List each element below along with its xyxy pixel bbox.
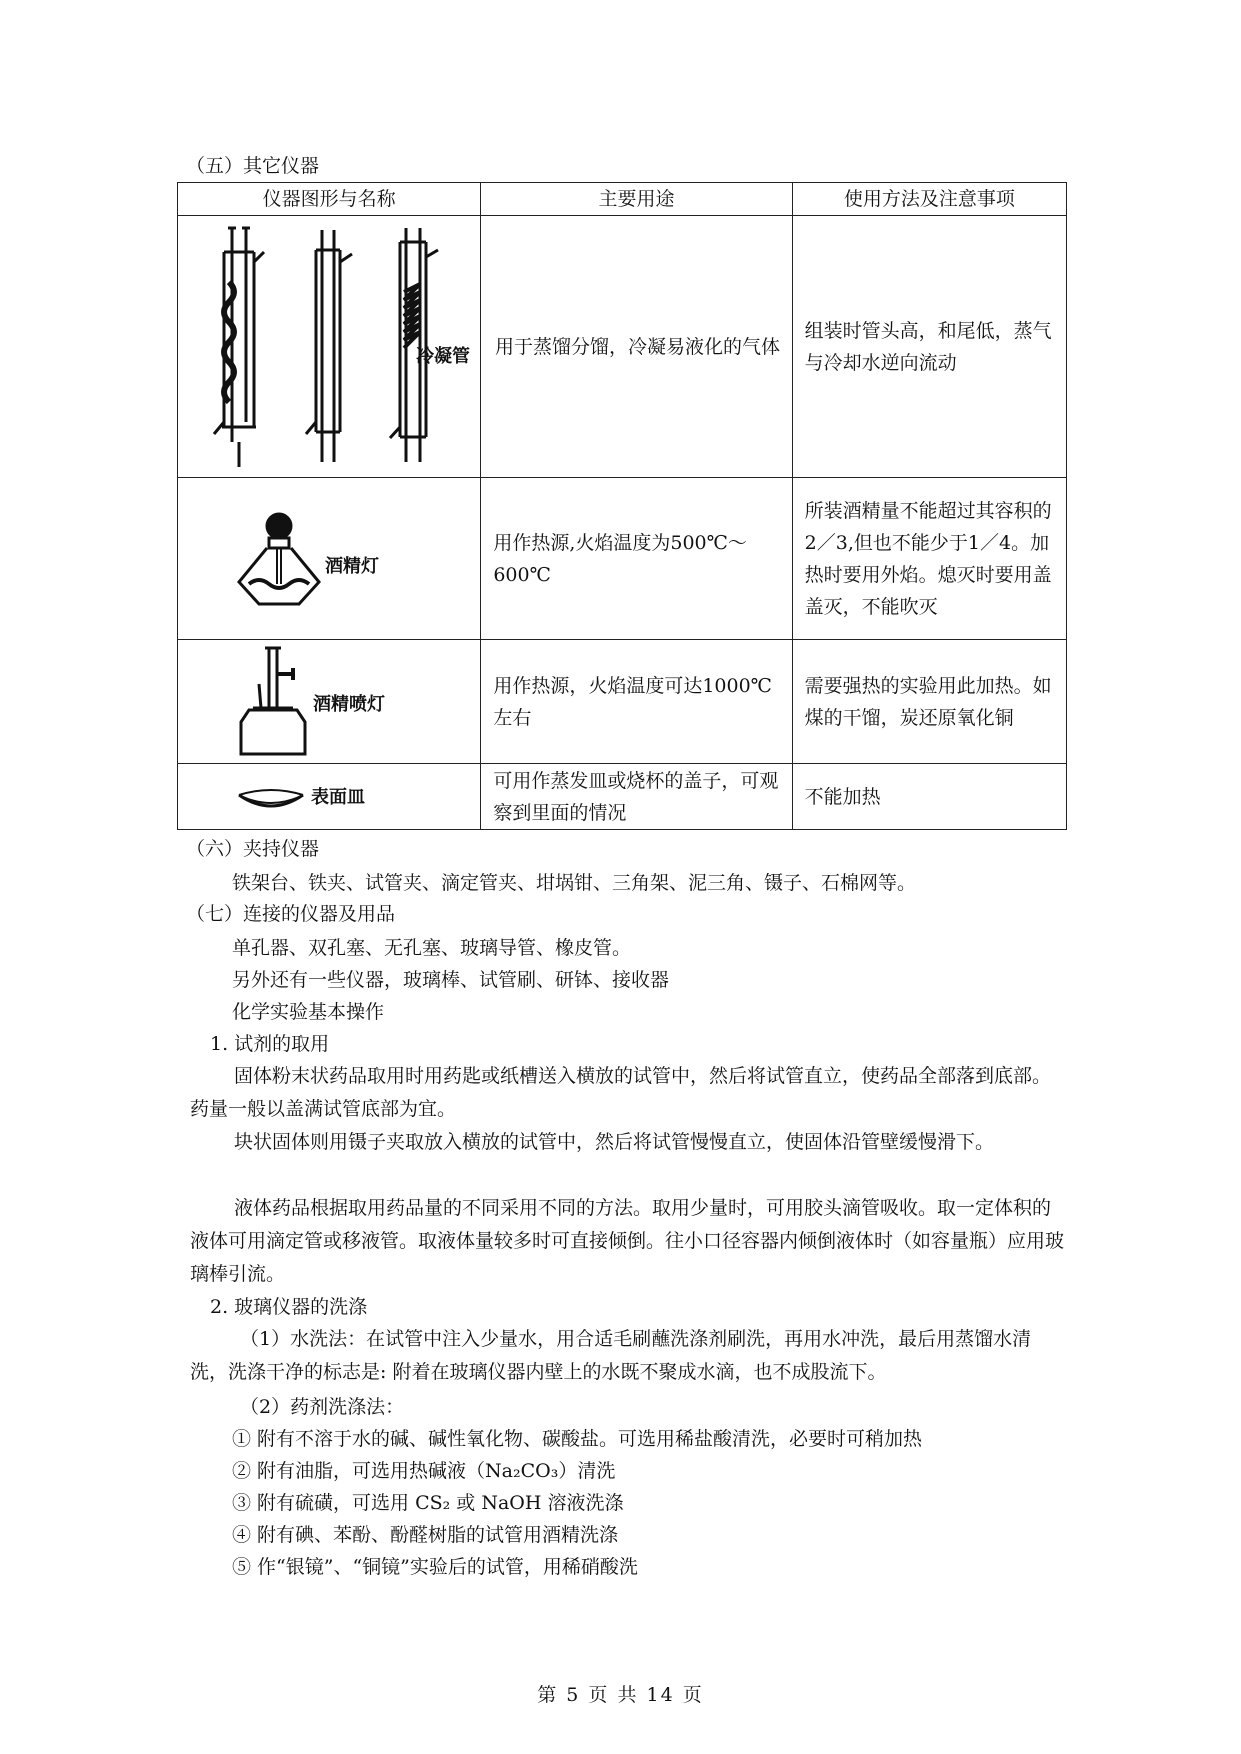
notes-cell bbox=[792, 640, 1066, 764]
section-7-line-2: 另外还有一些仪器，玻璃棒、试管刷、研钵、接收器 bbox=[232, 969, 670, 991]
wash-item: ② 附有油脂，可选用热碱液（Na₂CO₃）清洗 bbox=[232, 1460, 616, 1482]
use-cell bbox=[481, 640, 792, 764]
row-notes: 所装酒精量不能超过其容积的2／3,但也不能少于1／4。加热时要用外焰。熄灭时要用盖盖灭，不能吹灭 bbox=[804, 499, 1052, 618]
table-row bbox=[178, 764, 1067, 830]
instrument-table bbox=[177, 182, 1067, 830]
table-row bbox=[178, 478, 1067, 640]
row-use: 可用作蒸发皿或烧杯的盖子，可观察到里面的情况 bbox=[493, 769, 779, 824]
section-7-line-1: 单孔器、双孔塞、无孔塞、玻璃导管、橡皮管。 bbox=[232, 937, 632, 959]
section-5-title: （五）其它仪器 bbox=[186, 155, 320, 177]
table-row bbox=[178, 640, 1067, 764]
header-main-use: 主要用途 bbox=[481, 183, 792, 216]
alcohol-blowtorch-label: 酒精喷灯 bbox=[313, 694, 386, 715]
op-1-title: 1. 试剂的取用 bbox=[210, 1033, 330, 1055]
section-6-body: 铁架台、铁夹、试管夹、滴定管夹、坩埚钳、三角架、泥三角、镊子、石棉网等。 bbox=[232, 872, 917, 894]
op-2-title: 2. 玻璃仪器的洗涤 bbox=[210, 1296, 368, 1318]
wash-item: ③ 附有硫磺，可选用 CS₂ 或 NaOH 溶液洗涤 bbox=[232, 1492, 624, 1514]
op-1-para-3: 液体药品根据取用药品量的不同采用不同的方法。取用少量时，可用胶头滴管吸收。取一定体积的液体可用滴定管或移液管。取液体量较多时可直接倾倒。往小口径容器内倾倒液体时（如容量瓶）应用玻璃棒引流。 bbox=[190, 1197, 1065, 1285]
figure-cell bbox=[178, 640, 481, 764]
watch-glass-label: 表面皿 bbox=[311, 786, 366, 808]
condenser-label: 冷凝管 bbox=[416, 345, 471, 367]
watch-glass-icon bbox=[229, 777, 429, 817]
page-footer: 第 5 页 共 14 页 bbox=[537, 1684, 704, 1706]
header-figure-name: 仪器图形与名称 bbox=[178, 183, 481, 216]
row-use: 用作热源,火焰温度为500℃～600℃ bbox=[493, 531, 747, 586]
alcohol-lamp-icon bbox=[219, 504, 439, 614]
condenser-icon bbox=[184, 222, 474, 472]
section-7-title: （七）连接的仪器及用品 bbox=[186, 903, 396, 925]
header-usage-notes: 使用方法及注意事项 bbox=[792, 183, 1066, 216]
notes-cell bbox=[792, 478, 1066, 640]
op-1-para-2: 块状固体则用镊子夹取放入横放的试管中，然后将试管慢慢直立，使固体沿管壁缓慢滑下。 bbox=[234, 1131, 995, 1153]
table-row bbox=[178, 216, 1067, 478]
table-header-row bbox=[178, 183, 1067, 216]
figure-cell bbox=[178, 216, 481, 478]
section-7-line-3: 化学实验基本操作 bbox=[232, 1001, 385, 1023]
figure-cell bbox=[178, 764, 481, 830]
row-use: 用于蒸馏分馏，冷凝易液化的气体 bbox=[494, 335, 780, 358]
row-notes: 不能加热 bbox=[804, 785, 881, 808]
op-2-para-1: （1）水洗法：在试管中注入少量水，用合适毛刷蘸洗涤剂刷洗，再用水冲洗，最后用蒸馏水清洗，洗涤干净的标志是: 附着在玻璃仪器内壁上的水既不聚成水滴，也不成股流下。 bbox=[190, 1328, 1032, 1383]
figure-cell bbox=[178, 478, 481, 640]
notes-cell bbox=[792, 216, 1066, 478]
notes-cell bbox=[792, 764, 1066, 830]
wash-item: ④ 附有碘、苯酚、酚醛树脂的试管用酒精洗涤 bbox=[232, 1524, 619, 1546]
wash-item: ① 附有不溶于水的碱、碱性氧化物、碳酸盐。可选用稀盐酸清洗，必要时可稍加热 bbox=[232, 1428, 923, 1450]
use-cell bbox=[481, 216, 792, 478]
row-notes: 组装时管头高，和尾低，蒸气与冷却水逆向流动 bbox=[804, 319, 1052, 374]
section-6-title: （六）夹持仪器 bbox=[186, 838, 320, 860]
op-1-para-1: 固体粉末状药品取用时用药匙或纸槽送入横放的试管中，然后将试管直立，使药品全部落到底部。药量一般以盖满试管底部为宜。 bbox=[190, 1065, 1052, 1120]
alcohol-lamp-label: 酒精灯 bbox=[325, 555, 380, 577]
op-2-para-2: （2）药剂洗涤法： bbox=[240, 1396, 405, 1418]
wash-item: ⑤ 作“银镜”、“铜镜”实验后的试管，用稀硝酸洗 bbox=[232, 1556, 638, 1578]
alcohol-blowtorch-icon bbox=[209, 644, 449, 759]
use-cell bbox=[481, 478, 792, 640]
row-use: 用作热源，火焰温度可达1000℃左右 bbox=[493, 674, 772, 729]
row-notes: 需要强热的实验用此加热。如煤的干馏，炭还原氧化铜 bbox=[804, 674, 1052, 729]
use-cell bbox=[481, 764, 792, 830]
